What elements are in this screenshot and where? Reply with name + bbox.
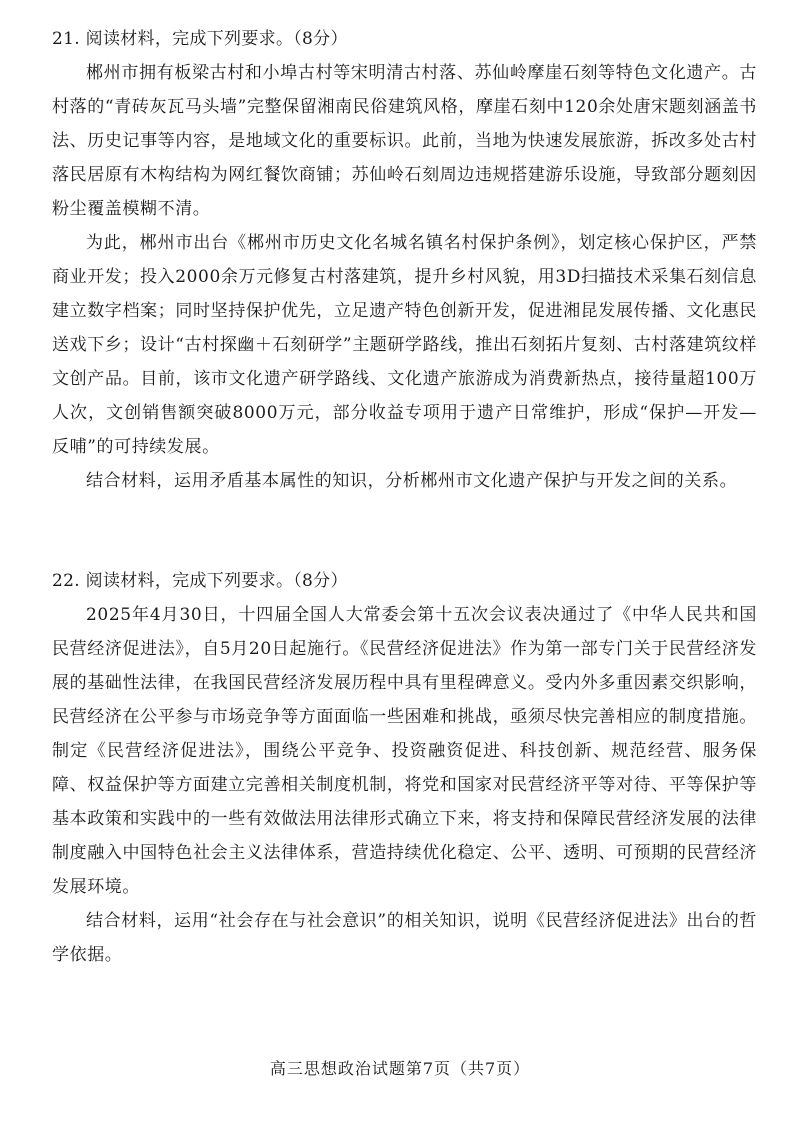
- page-footer: 高三思想政治试题第7页（共7页）: [269, 1059, 531, 1078]
- question-prompt: 结合材料，运用“社会存在与社会意识”的相关知识，说明《民营经济促进法》出台的哲学依据。: [52, 911, 757, 965]
- material-paragraph: 为此，郴州市出台《郴州市历史文化名城名镇名村保护条例》，划定核心保护区，严禁商业开发；投入2000余万元修复古村落建筑，提升乡村风貌，用3D扫描技术采集石刻信息建立数字档案；同时坚持保护优先，立足遗产特色创新开发，促进湘昆发展传播、文化惠民送戏下乡；设计“古村探幽＋石刻研学”主题研学路线，推出石刻拓片复刻、古村落建筑纹样文创产品。目前，该市文化遗产研学路线、文化遗产旅游成为消费新热点，接待量超100万人次，文创销售额突破8000万元，部分收益专项用于遗产日常维护，形成“保护—开发—反哺”的可持续发展。: [52, 233, 757, 457]
- material-paragraph: 2025年4月30日，十四届全国人大常委会第十五次会议表决通过了《中华人民共和国民营经济促进法》，自5月20日起施行。《民营经济促进法》作为第一部专门关于民营经济发展的基础性法律，在我国民营经济发展历程中具有里程碑意义。受内外多重因素交织影响，民营经济在公平参与市场竞争等方面面临一些困难和挑战，亟须尽快完善相应的制度措施。制定《民营经济促进法》，围绕公平竞争、投资融资促进、科技创新、规范经营、服务保障、权益保护等方面建立完善相关制度机制，将党和国家对民营经济平等对待、平等保护等基本政策和实践中的一些有效做法用法律形式确立下来，将支持和保障民营经济发展的法律制度融入中国特色社会主义法律体系，营造持续优化稳定、公平、透明、可预期的民营经济发展环境。: [52, 605, 757, 897]
- material-paragraph: 郴州市拥有板梁古村和小埠古村等宋明清古村落、苏仙岭摩崖石刻等特色文化遗产。古村落的“青砖灰瓦马头墙”完整保留湘南民俗建筑风格，摩崖石刻中120余处唐宋题刻涵盖书法、历史记事等内容，是地域文化的重要标识。此前，当地为快速发展旅游，拆改多处古村落民居原有木构结构为网红餐饮商铺；苏仙岭石刻周边违规搭建游乐设施，导致部分题刻因粉尘覆盖模糊不清。: [52, 63, 757, 219]
- question-title: 22. 阅读材料，完成下列要求。（8分）: [52, 571, 348, 591]
- question-21: [52, 22, 757, 498]
- question-prompt: 结合材料，运用矛盾基本属性的知识，分析郴州市文化遗产保护与开发之间的关系。: [86, 471, 738, 491]
- question-title: 21. 阅读材料，完成下列要求。（8分）: [52, 29, 348, 49]
- question-22: [52, 564, 757, 972]
